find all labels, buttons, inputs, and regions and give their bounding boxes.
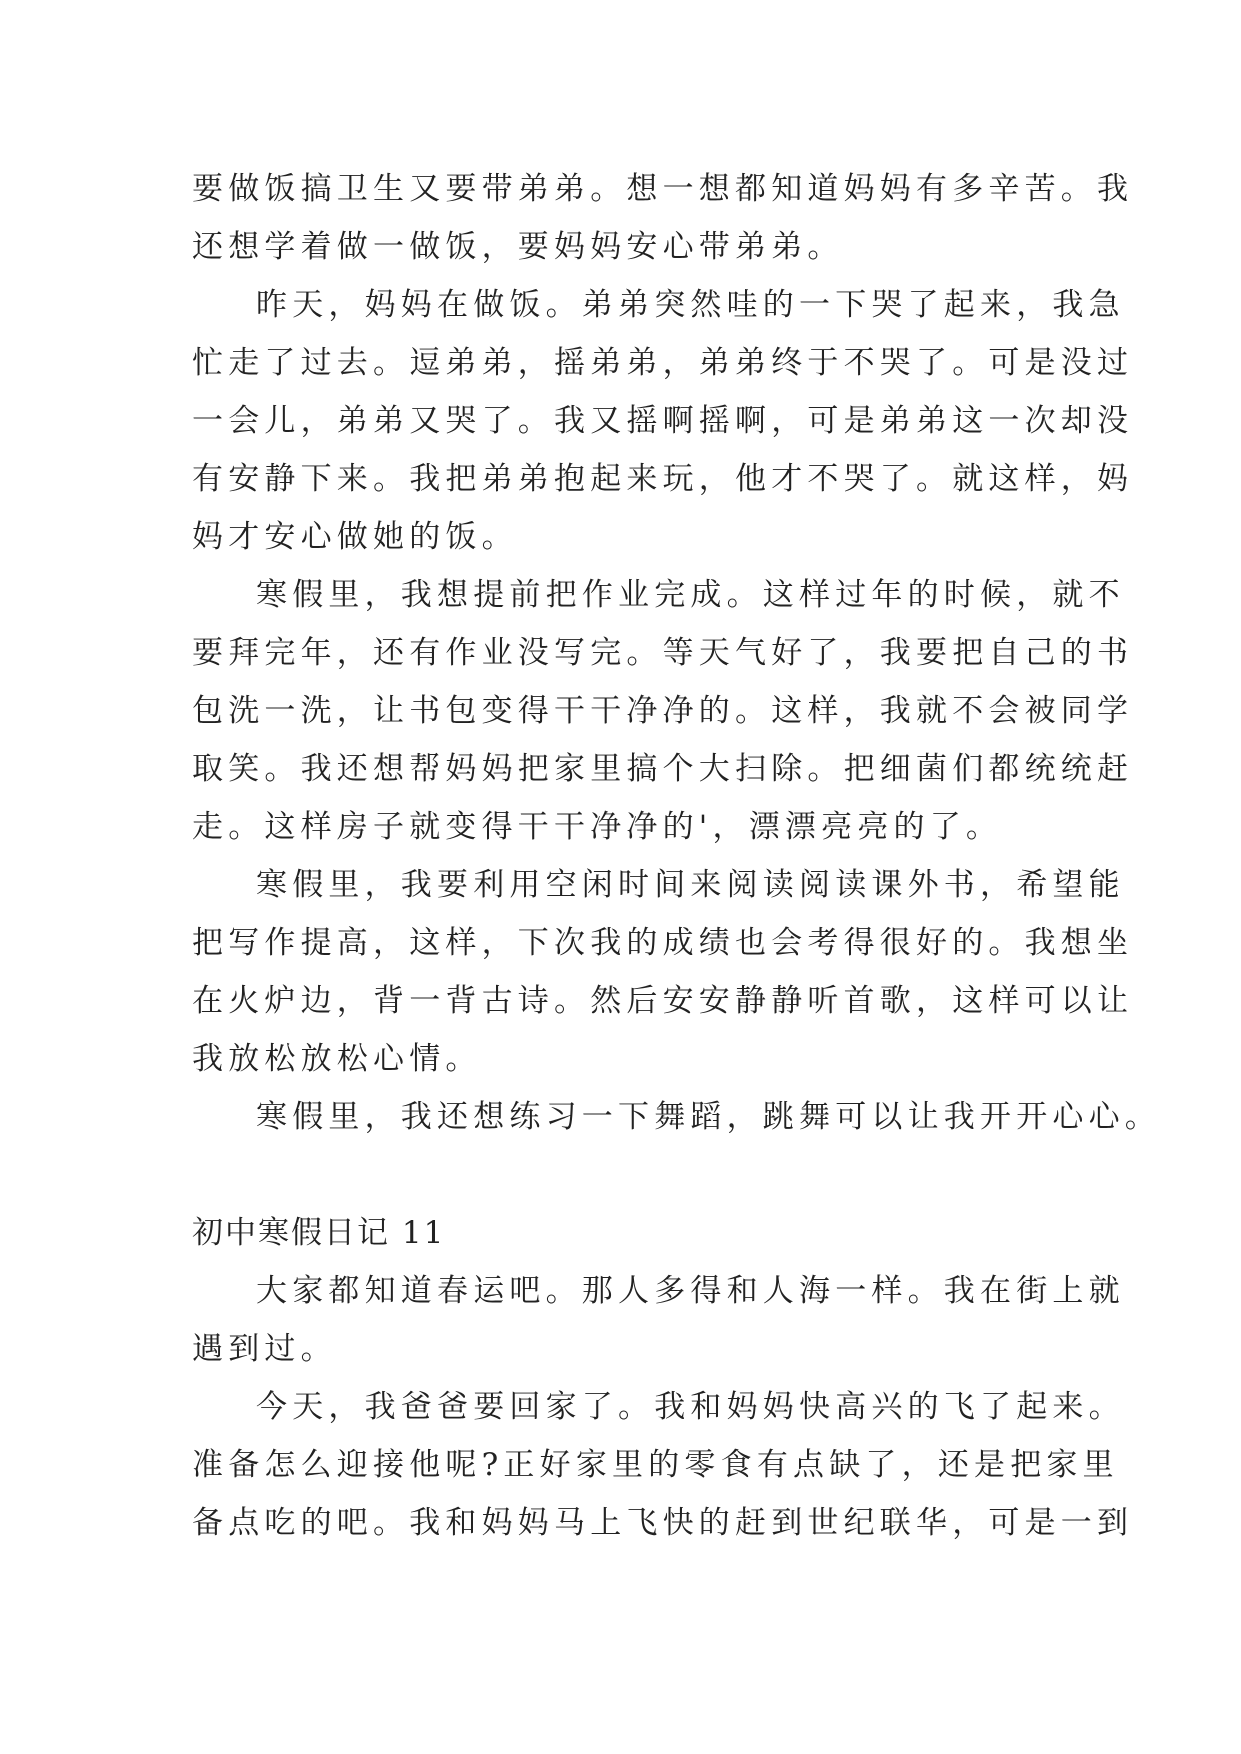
text-line: 大家都知道春运吧。那人多得和人海一样。我在街上就 <box>256 1273 1125 1309</box>
text-line: 在火炉边，背一背古诗。然后安安静静听首歌，这样可以让 <box>192 983 1134 1019</box>
paragraph-yesterday <box>192 276 1134 566</box>
paragraph-spring-rush <box>192 1262 1125 1378</box>
text-line: 要做饭搞卫生又要带弟弟。想一想都知道妈妈有多辛苦。我 <box>192 171 1134 207</box>
paragraph-reading <box>192 856 1134 1088</box>
paragraph-continuation <box>192 160 1134 276</box>
text-line: 忙走了过去。逗弟弟，摇弟弟，弟弟终于不哭了。可是没过 <box>192 345 1134 381</box>
diary-heading: 初中寒假日记 11 <box>192 1215 446 1251</box>
text-line: 我放松放松心情。 <box>192 1041 482 1077</box>
text-line: 妈才安心做她的饭。 <box>192 519 518 555</box>
text-line: 寒假里，我要利用空闲时间来阅读阅读课外书，希望能 <box>256 867 1125 903</box>
text-line: 把写作提高，这样，下次我的成绩也会考得很好的。我想坐 <box>192 925 1134 961</box>
text-line: 备点吃的吧。我和妈妈马上飞快的赶到世纪联华，可是一到 <box>192 1505 1134 1541</box>
text-line: 准备怎么迎接他呢?正好家里的零食有点缺了，还是把家里 <box>192 1447 1119 1483</box>
text-line: 一会儿，弟弟又哭了。我又摇啊摇啊，可是弟弟这一次却没 <box>192 403 1134 439</box>
text-line: 取笑。我还想帮妈妈把家里搞个大扫除。把细菌们都统统赶 <box>192 751 1134 787</box>
text-line: 有安静下来。我把弟弟抱起来玩，他才不哭了。就这样，妈 <box>192 461 1134 497</box>
paragraph-today <box>192 1378 1134 1552</box>
paragraph-dance <box>192 1088 1161 1146</box>
text-line: 遇到过。 <box>192 1331 337 1367</box>
text-line: 还想学着做一做饭，要妈妈安心带弟弟。 <box>192 229 844 265</box>
text-line: 寒假里，我想提前把作业完成。这样过年的时候，就不 <box>256 577 1125 613</box>
text-line: 昨天，妈妈在做饭。弟弟突然哇的一下哭了起来，我急 <box>256 287 1125 323</box>
document-body <box>192 160 1161 1552</box>
section-gap <box>192 1146 1072 1204</box>
text-line: 要拜完年，还有作业没写完。等天气好了，我要把自己的书 <box>192 635 1134 671</box>
text-line: 包洗一洗，让书包变得干干净净的。这样，我就不会被同学 <box>192 693 1134 729</box>
text-line: 走。这样房子就变得干干净净的'，漂漂亮亮的了。 <box>192 809 1003 845</box>
text-line: 今天，我爸爸要回家了。我和妈妈快高兴的飞了起来。 <box>256 1389 1125 1425</box>
paragraph-homework <box>192 566 1134 856</box>
text-line: 寒假里，我还想练习一下舞蹈，跳舞可以让我开开心心。 <box>256 1099 1161 1135</box>
